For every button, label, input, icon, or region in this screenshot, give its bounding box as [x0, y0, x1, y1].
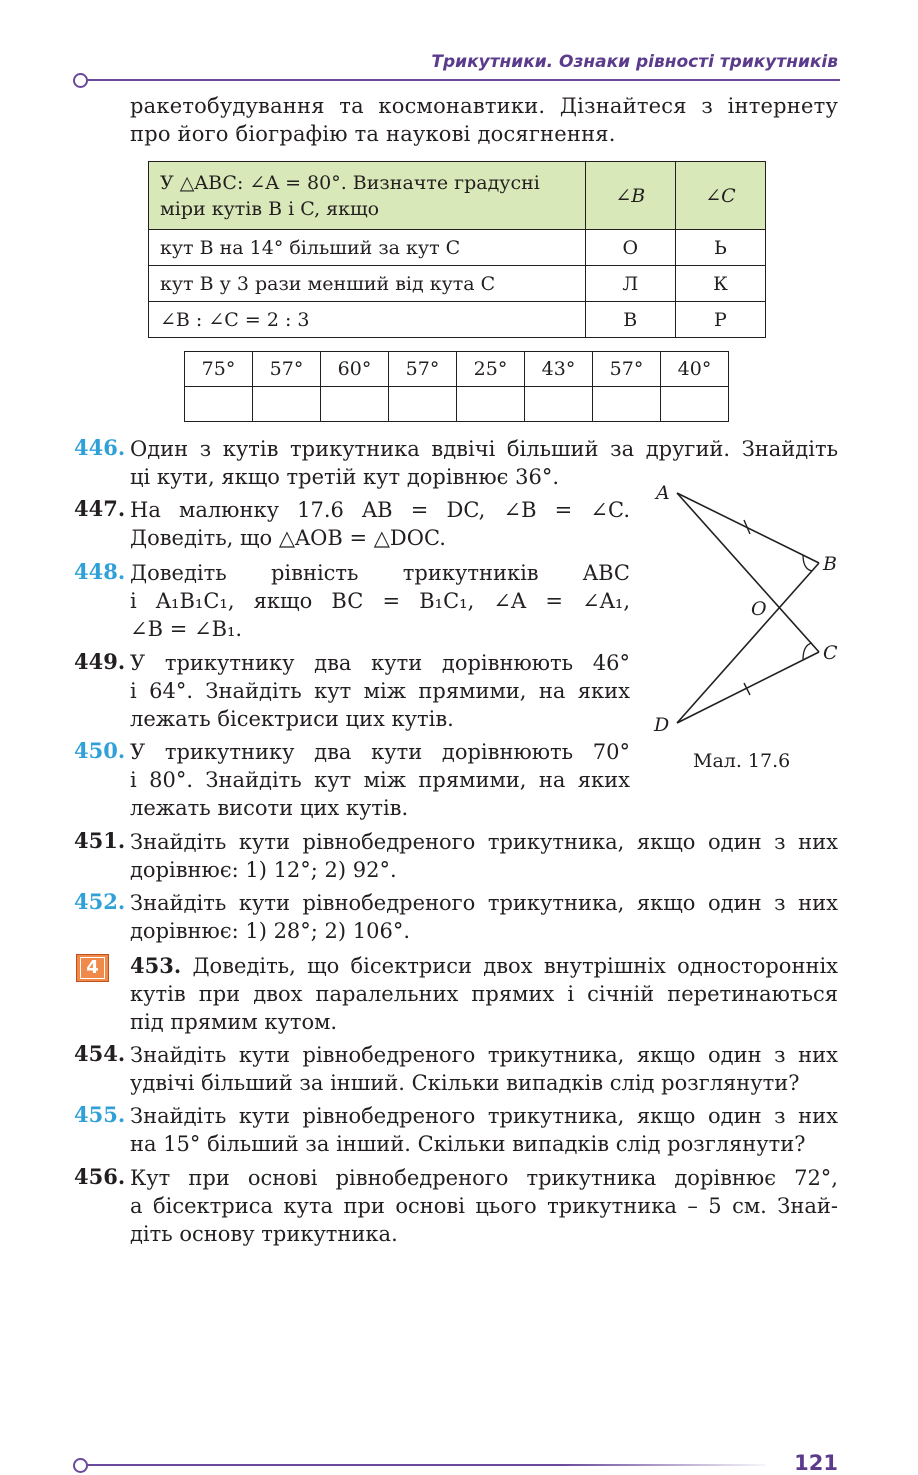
answer-value: 57° [593, 352, 661, 387]
row-letter-c: Ь [675, 230, 765, 266]
problem-446-line-1: Один з кутів трикутника вдвічі більший за другий. Знайдіть [130, 437, 838, 461]
problem-452-line-2: дорівнює: 1) 28°; 2) 106°. [130, 919, 411, 943]
problem-449-line-2: і 64°. Знайдіть кут між прямими, на яких [130, 679, 630, 703]
problem-447-line-2: Доведіть, що △AOB = △DOC. [130, 526, 446, 550]
answer-values-row [185, 352, 729, 387]
table-row [149, 230, 766, 266]
answer-value: 75° [185, 352, 253, 387]
answer-blank-row [185, 387, 729, 422]
problem-455-line-1: Знайдіть кути рівнобедреного трикутника, якщо один з них [130, 1104, 838, 1128]
table-row [149, 302, 766, 338]
problem-456-line-2: а бісектриса кута при основі цього трикутника – 5 см. Знай- [130, 1194, 838, 1218]
row-letter-c: Р [675, 302, 765, 338]
problem-449-line-1: У трикутнику два кути дорівнюють 46° [130, 651, 630, 675]
problem-453-text-1: Доведіть, що бісектриси двох внутрішніх односторонніх [192, 954, 839, 978]
problem-number-448: 448. [74, 559, 126, 584]
problem-448-line-1: Доведіть рівність трикутників ABC [130, 561, 630, 585]
problem-number-454: 454. [74, 1041, 126, 1066]
answer-value: 40° [661, 352, 729, 387]
answer-blank-cell [525, 387, 593, 422]
answer-blank-cell [389, 387, 457, 422]
segment-ac [677, 493, 819, 652]
answer-blank-cell [661, 387, 729, 422]
table-row [149, 266, 766, 302]
problem-456-line-3: діть основу трикутника. [130, 1222, 398, 1246]
task-table-header [149, 162, 586, 230]
intro-line-1: ракетобудування та космонавтики. Дізнайтеся з інтернету [130, 94, 838, 118]
task-table-header-text: У △ABC: ∠A = 80°. Визначте градусні міри кутів B і C, якщо [160, 171, 540, 220]
answer-blank-cell [321, 387, 389, 422]
row-letter-b: О [585, 230, 675, 266]
answer-blank-cell [457, 387, 525, 422]
problem-453-line-1 [130, 952, 838, 980]
problem-453-line-2: кутів при двох паралельних прямих і січній перетинаються [130, 982, 838, 1006]
row-letter-c: К [675, 266, 765, 302]
problem-number-452: 452. [74, 889, 126, 914]
point-label-c: C [823, 642, 838, 664]
segment-db [677, 563, 819, 723]
answer-value: 57° [389, 352, 457, 387]
problem-446-line-2: ці кути, якщо третій кут дорівнює 36°. [130, 465, 559, 489]
point-label-b: B [823, 553, 837, 575]
answer-value: 60° [321, 352, 389, 387]
row-letter-b: В [585, 302, 675, 338]
page-number: 121 [794, 1451, 838, 1475]
header-rule [86, 79, 840, 81]
problem-449-line-3: лежать бісектриси цих кутів. [130, 707, 454, 731]
answer-table [184, 351, 729, 422]
problem-451-line-1: Знайдіть кути рівнобедреного трикутника, якщо один з них [130, 830, 838, 854]
problem-450-line-3: лежать висоти цих кутів. [130, 796, 409, 820]
problem-number-450: 450. [74, 738, 126, 763]
point-label-a: A [656, 482, 670, 504]
point-label-o: O [751, 598, 767, 620]
row-letter-b: Л [585, 266, 675, 302]
row-condition: кут B на 14° більший за кут C [149, 230, 586, 266]
problem-number-447: 447. [74, 496, 126, 521]
problem-450-line-2: і 80°. Знайдіть кут між прямими, на яких [130, 768, 630, 792]
figure-17-6 [640, 475, 860, 745]
problem-number-446: 446. [74, 435, 126, 460]
problem-number-453: 453. [130, 953, 182, 978]
task-table-col-b: ∠B [585, 162, 675, 230]
problem-number-449: 449. [74, 649, 126, 674]
answer-blank-cell [593, 387, 661, 422]
footer-rule [86, 1464, 766, 1466]
segment-dc [677, 652, 819, 723]
intro-line-2: про його біографію та наукові досягнення. [130, 122, 616, 146]
problem-number-451: 451. [74, 828, 126, 853]
problem-number-455: 455. [74, 1102, 126, 1127]
problem-448-line-2: і A₁B₁C₁, якщо BC = B₁C₁, ∠A = ∠A₁, [130, 589, 630, 613]
problem-452-line-1: Знайдіть кути рівнобедреного трикутника, якщо один з них [130, 891, 838, 915]
problem-453-line-3: під прямим кутом. [130, 1010, 338, 1034]
point-label-d: D [654, 714, 670, 736]
row-condition: кут B у 3 рази менший від кута C [149, 266, 586, 302]
problem-448-line-3: ∠B = ∠B₁. [130, 617, 243, 641]
difficulty-level-badge [76, 954, 109, 982]
task-table [148, 161, 766, 338]
problem-number-456: 456. [74, 1164, 126, 1189]
problem-456-line-1: Кут при основі рівнобедреного трикутника дорівнює 72°, [130, 1166, 838, 1190]
answer-value: 43° [525, 352, 593, 387]
problem-451-line-2: дорівнює: 1) 12°; 2) 92°. [130, 858, 397, 882]
problem-454-line-1: Знайдіть кути рівнобедреного трикутника, якщо один з них [130, 1043, 838, 1067]
figure-caption: Мал. 17.6 [693, 750, 791, 772]
answer-blank-cell [185, 387, 253, 422]
running-header: Трикутники. Ознаки рівності трикутників [431, 52, 838, 72]
problem-455-line-2: на 15° більший за інший. Скільки випадків слід розглянути? [130, 1132, 806, 1156]
problem-447-line-1: На малюнку 17.6 AB = DC, ∠B = ∠C. [130, 498, 630, 522]
answer-blank-cell [253, 387, 321, 422]
problem-450-line-1: У трикутнику два кути дорівнюють 70° [130, 740, 630, 764]
answer-value: 57° [253, 352, 321, 387]
problem-454-line-2: удвічі більший за інший. Скільки випадків слід розглянути? [130, 1071, 800, 1095]
row-condition: ∠B : ∠C = 2 : 3 [149, 302, 586, 338]
task-table-col-c: ∠C [675, 162, 765, 230]
difficulty-level-number: 4 [80, 957, 105, 979]
answer-value: 25° [457, 352, 525, 387]
